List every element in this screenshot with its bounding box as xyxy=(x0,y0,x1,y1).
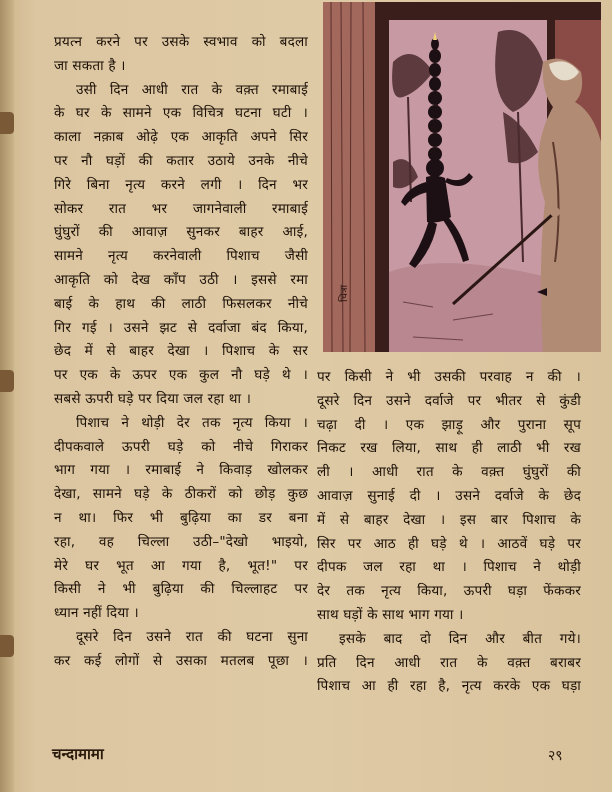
text-line: प्रति दिन आधी रात के वक़्त बराबर xyxy=(317,654,581,671)
binding-staple-mark xyxy=(0,635,14,657)
text-line: सबसे ऊपरी घड़े पर दिया जल रहा था । xyxy=(54,390,252,407)
text-line: प्रयत्न करने पर उसके स्वभाव को बदला xyxy=(54,34,308,50)
ghost-dancing-illustration-icon xyxy=(323,2,601,352)
text-line: मेरे घर भूत आ गया है, भूत!" पर xyxy=(54,557,308,574)
text-line: कर कई लोगों से उसका मतलब पूछा । xyxy=(54,652,308,669)
text-line: गिरे बिना नृत्य करने लगी । दिन भर xyxy=(54,176,308,193)
text-line: पर एक के ऊपर एक कुल नौ घड़े थे । xyxy=(54,367,308,384)
text-line: दीपक जल रहा था । पिशाच ने थोड़ी xyxy=(317,559,581,576)
text-line: सिर पर आठ ही घड़े थे । आठवें घड़े पर xyxy=(317,535,581,552)
text-line: चढ़ा दी । एक झाड़ू और पुराना सूप xyxy=(317,416,581,433)
text-line: सामने नृत्य करनेवाली पिशाच जैसी xyxy=(54,248,308,265)
text-line: साथ घड़ों के साथ भाग गया । xyxy=(317,606,464,623)
text-line: जा सकता है । xyxy=(54,57,126,74)
text-line: दूसरे दिन उसने दर्वाजे पर भीतर से कुंडी xyxy=(317,392,581,409)
left-text-column xyxy=(54,31,308,674)
text-line: रहा, वह चिल्ला उठी–"देखो भाइयो, xyxy=(54,533,308,550)
text-line: इसके बाद दो दिन और बीत गये। xyxy=(339,630,581,647)
text-line: पिशाच ने थोड़ी देर तक नृत्य किया । xyxy=(76,414,308,431)
text-line: काला नक़ाब ओढ़े एक आकृति अपने सिर xyxy=(54,129,308,146)
text-line: ली । आधी रात के वक़्त घुंघुरों की xyxy=(317,464,581,481)
binding-staple-mark xyxy=(0,112,14,134)
right-text-column xyxy=(317,366,581,699)
text-line: आकृति को देख काँप उठी । इससे रमा xyxy=(54,271,308,288)
text-line: छेद में से बाहर देखा । पिशाच के सर xyxy=(54,343,308,360)
text-line: पिशाच आ ही रहा है, नृत्य करके एक घड़ा xyxy=(317,678,581,695)
text-line: ध्यान नहीं दिया । xyxy=(54,605,139,622)
text-line: उसी दिन आधी रात के वक़्त रमाबाई xyxy=(76,81,308,98)
text-line: न था। फिर भी बुढ़िया का डर बना xyxy=(54,509,308,526)
artist-signature: चित्रा xyxy=(339,284,350,302)
text-line: आवाज़ सुनाई दी । उसने दर्वाजे के छेद xyxy=(317,487,581,504)
text-line: घुंघुरों की आवाज़ सुनकर बाहर आई, xyxy=(54,224,308,241)
text-line: गिर गई । उसने झट से दर्वाजा बंद किया, xyxy=(54,319,308,336)
text-line: पर किसी ने भी उसकी परवाह न की । xyxy=(317,369,581,385)
binding-staple-mark xyxy=(0,370,14,392)
text-line: निकट रख लिया, साथ ही लाठी भी रख xyxy=(317,440,581,457)
magazine-name: चन्दामामा xyxy=(52,745,104,763)
text-line: के घर के सामने एक विचित्र घटना घटी । xyxy=(54,105,308,122)
text-line: सोकर रात भर जागनेवाली रमाबाई xyxy=(54,200,308,217)
text-line: में से बाहर देखा । इस बार पिशाच के xyxy=(317,511,581,528)
text-line: देर तक नृत्य किया, ऊपरी घड़ा फेंककर xyxy=(317,583,581,600)
text-line: दीपकवाले ऊपरी घड़े को नीचे गिराकर xyxy=(54,438,308,455)
text-line: देखा, सामने घड़े के ठीकरों को छोड़ कुछ xyxy=(54,486,308,503)
text-line: पर नौ घड़ों की कतार उठाये उनके नीचे xyxy=(54,152,308,169)
page-number: २९ xyxy=(548,748,563,764)
text-line: बाई के हाथ की लाठी फिसलकर नीचे xyxy=(54,295,308,312)
text-line: किसी ने भी बुढ़िया की चिल्लाहट पर xyxy=(54,581,308,598)
text-line: भाग गया । रमाबाई ने किवाड़ खोलकर xyxy=(54,462,308,479)
text-line: दूसरे दिन उसने रात की घटना सुना xyxy=(76,628,308,645)
story-illustration xyxy=(323,2,601,352)
